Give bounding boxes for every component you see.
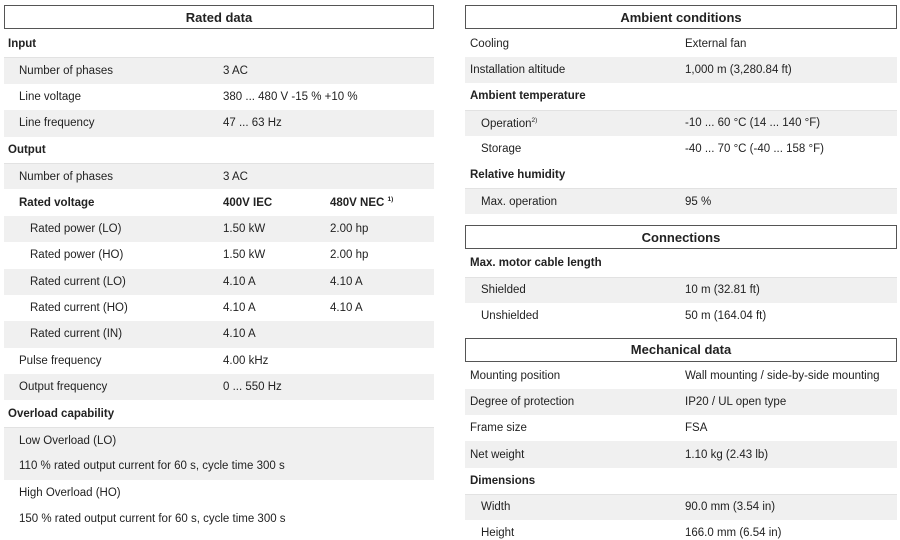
table-row: Rated current (IN) 4.10 A xyxy=(4,321,434,347)
rated-data-title: Rated data xyxy=(4,5,434,29)
table-row: Frame size FSA xyxy=(470,422,708,435)
table-row: Rated current (LO) 4.10 A 4.10 A xyxy=(4,269,434,295)
table-row: Number of phases 3 AC xyxy=(4,163,434,189)
connections-title: Connections xyxy=(465,225,897,249)
table-row: Number of phases 3 AC xyxy=(4,57,434,83)
table-row: Cooling External fan xyxy=(470,38,747,51)
table-row: Rated current (HO) 4.10 A 4.10 A xyxy=(30,302,363,315)
table-row: High Overload (HO) xyxy=(19,486,121,499)
right-column xyxy=(465,0,897,540)
table-row: Output frequency 0 ... 550 Hz xyxy=(4,374,434,400)
input-heading: Input xyxy=(8,38,37,51)
table-row: Low Overload (LO) xyxy=(4,427,434,453)
ambient-conditions-title: Ambient conditions xyxy=(465,5,897,29)
table-row: Max. operation 95 % xyxy=(465,188,897,214)
table-row: Line frequency 47 ... 63 Hz xyxy=(4,110,434,136)
table-row: Degree of protection IP20 / UL open type xyxy=(465,389,897,415)
table-row: Unshielded 50 m (164.04 ft) xyxy=(481,309,767,322)
ambient-temperature-heading: Ambient temperature xyxy=(470,90,586,103)
relative-humidity-heading: Relative humidity xyxy=(470,169,566,182)
mechanical-data-title: Mechanical data xyxy=(465,338,897,362)
table-row: Operation$^{2)}$ -10 ... 60 °C (14 ... 140 °F) xyxy=(465,110,897,136)
table-row: 110 % rated output current for 60 s, cycle time 300 s xyxy=(4,453,434,479)
rated-voltage-header: Rated voltage 400V IEC 480V NEC $^{1)}$ xyxy=(19,196,394,209)
table-row: Rated power (HO) 1.50 kW 2.00 hp xyxy=(30,249,369,262)
table-row: Net weight 1.10 kg (2.43 lb) xyxy=(465,441,897,467)
dimensions-heading: Dimensions xyxy=(470,474,536,487)
table-row: Rated power (LO) 1.50 kW 2.00 hp xyxy=(4,216,434,242)
overload-heading: Overload capability xyxy=(8,407,115,420)
table-row: Pulse frequency 4.00 kHz xyxy=(19,354,269,367)
table-row: Mounting position Wall mounting / side-by-side mounting xyxy=(470,369,880,382)
table-row: Line voltage 380 ... 480 V -15 % +10 % xyxy=(19,90,358,103)
table-row: Width 90.0 mm (3.54 in) xyxy=(465,494,897,520)
table-row: Installation altitude 1,000 m (3,280.84 ft) xyxy=(465,57,897,83)
table-row: 150 % rated output current for 60 s, cycle time 300 s xyxy=(19,513,286,526)
table-row: Height 166.0 mm (6.54 in) xyxy=(481,527,782,540)
output-heading: Output xyxy=(8,143,46,156)
table-row: Storage -40 ... 70 °C (-40 ... 158 °F) xyxy=(481,142,824,155)
cable-length-heading: Max. motor cable length xyxy=(470,257,602,270)
rated-data-table xyxy=(4,0,434,532)
table-row: Shielded 10 m (32.81 ft) xyxy=(465,277,897,303)
